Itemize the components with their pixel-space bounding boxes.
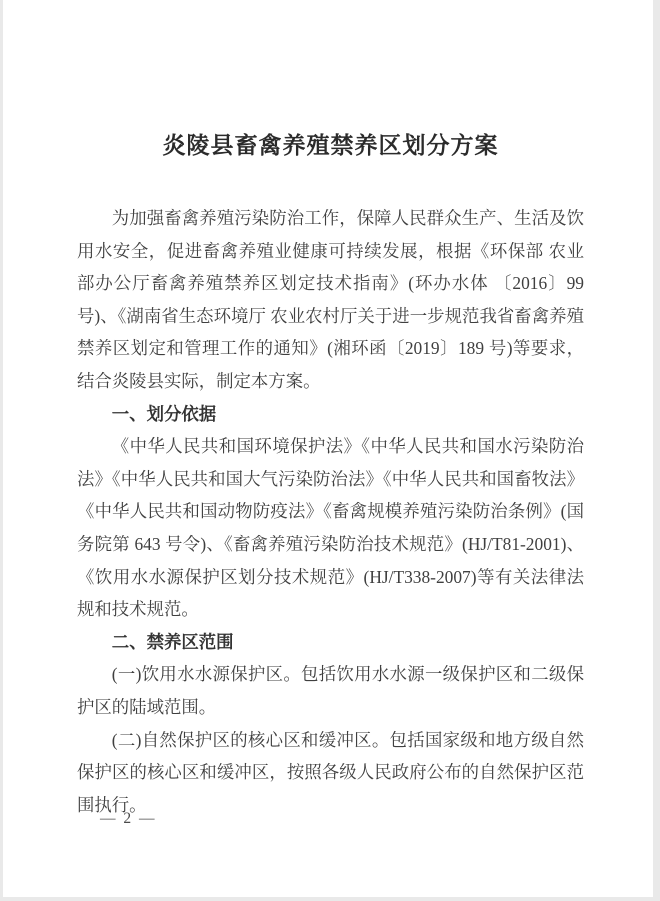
page-number-footer: — 2 — — [100, 810, 157, 827]
paragraph-item-2: (二)自然保护区的核心区和缓冲区。包括国家级和地方级自然保护区的核心区和缓冲区，按照各级人民政府公布的自然保护区范围执行。 — [77, 729, 584, 815]
document-body — [77, 202, 584, 821]
page-content — [77, 0, 584, 821]
paragraph-intro: 为加强畜禽养殖污染防治工作，保障人民群众生产、生活及饮用水安全，促进畜禽养殖业健康可持续发展，根据《环保部 农业部办公厅畜禽养殖禁养区划定技术指南》(环办水体 〔2016〕99 号)、《湖南省生态环境厅 农业农村厅关于进一步规范我省畜禽养殖禁养区划定和管理工作的通知》(湘环函〔2019〕189 号)等要求，结合炎陵县实际，制定本方案。 — [77, 208, 584, 391]
section-heading-2: 二、禁养区范围 — [111, 631, 234, 652]
paragraph-item-1: (一)饮用水水源保护区。包括饮用水水源一级保护区和二级保护区的陆域范围。 — [77, 664, 584, 717]
paragraph-legal-basis: 《中华人民共和国环境保护法》《中华人民共和国水污染防治法》《中华人民共和国大气污染防治法》《中华人民共和国畜牧法》《中华人民共和国动物防疫法》《畜禽规模养殖污染防治条例》(国务院第 643 号令)、《畜禽养殖污染防治技术规范》(HJ/T81-2001)、《饮用水水源保护区划分技术规范》(HJ/T338-2007)等有关法律法规和技术规范。 — [77, 436, 584, 620]
document-title: 炎陵县畜禽养殖禁养区划分方案 — [162, 133, 499, 158]
section-heading-1: 一、划分依据 — [111, 403, 217, 424]
document-page — [3, 0, 653, 897]
